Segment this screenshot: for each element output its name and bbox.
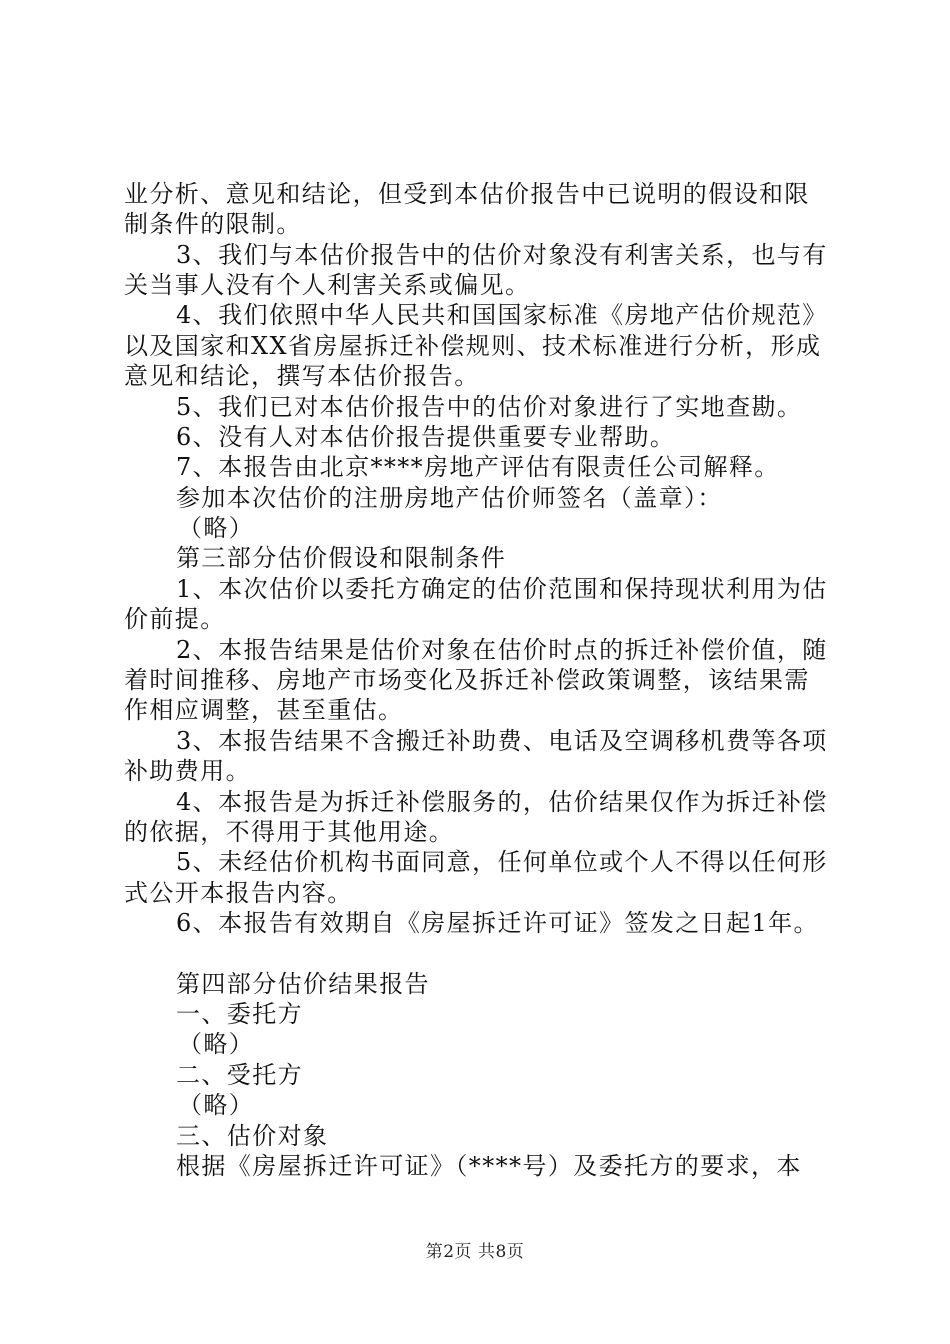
text-line: 2、本报告结果是估价对象在估价时点的拆迁补偿价值，随 — [176, 636, 828, 664]
text-line: 以及国家和XX省房屋拆迁补偿规则、技术标准进行分析，形成 — [124, 332, 822, 360]
text-line: 式公开本报告内容。 — [124, 879, 353, 907]
text-line: 的依据，不得用于其他用途。 — [124, 818, 455, 846]
text-line: 7、本报告由北京****房地产评估有限责任公司解释。 — [176, 453, 780, 481]
text-line: 5、未经估价机构书面同意，任何单位或个人不得以任何形 — [176, 848, 828, 876]
page-number-footer: 第2页 共8页 — [425, 1242, 525, 1262]
text-line: （略） — [178, 1091, 255, 1119]
text-line: 1、本次估价以委托方确定的估价范围和保持现状利用为估 — [176, 575, 828, 603]
text-line: 补助费用。 — [124, 757, 251, 785]
text-line: 关当事人没有个人利害关系或偏见。 — [124, 271, 531, 299]
section-heading: 第三部分估价假设和限制条件 — [176, 544, 507, 572]
text-line: 3、我们与本估价报告中的估价对象没有利害关系，也与有 — [176, 241, 828, 269]
text-line: 6、本报告有效期自《房屋拆迁许可证》签发之日起1年。 — [176, 909, 819, 937]
text-line: （略） — [178, 1030, 255, 1058]
text-line: 制条件的限制。 — [124, 210, 302, 238]
text-line: 3、本报告结果不含搬迁补助费、电话及空调移机费等各项 — [176, 727, 828, 755]
subsection-heading: 三、估价对象 — [176, 1122, 329, 1150]
text-line: 参加本次估价的注册房地产估价师签名（盖章）： — [176, 484, 723, 512]
text-line: 6、没有人对本估价报告提供重要专业帮助。 — [176, 423, 676, 451]
section-heading: 第四部分估价结果报告 — [176, 970, 430, 998]
text-line: 意见和结论，撰写本估价报告。 — [124, 362, 480, 390]
text-line: 业分析、意见和结论，但受到本估价报告中已说明的假设和限 — [124, 180, 810, 208]
text-line: 着时间推移、房地产市场变化及拆迁补偿政策调整，该结果需 — [124, 666, 810, 694]
text-line: 4、本报告是为拆迁补偿服务的，估价结果仅作为拆迁补偿 — [176, 788, 828, 816]
text-line: 价前提。 — [124, 605, 226, 633]
text-line: 作相应调整，甚至重估。 — [124, 696, 404, 724]
subsection-heading: 一、委托方 — [176, 1000, 303, 1028]
text-line: 5、我们已对本估价报告中的估价对象进行了实地查勘。 — [176, 393, 803, 421]
text-line: （略） — [178, 514, 255, 542]
subsection-heading: 二、受托方 — [176, 1061, 303, 1089]
text-line: 根据《房屋拆迁许可证》（****号）及委托方的要求，本 — [176, 1152, 802, 1180]
text-line: 4、我们依照中华人民共和国国家标准《房地产估价规范》 — [176, 301, 828, 329]
